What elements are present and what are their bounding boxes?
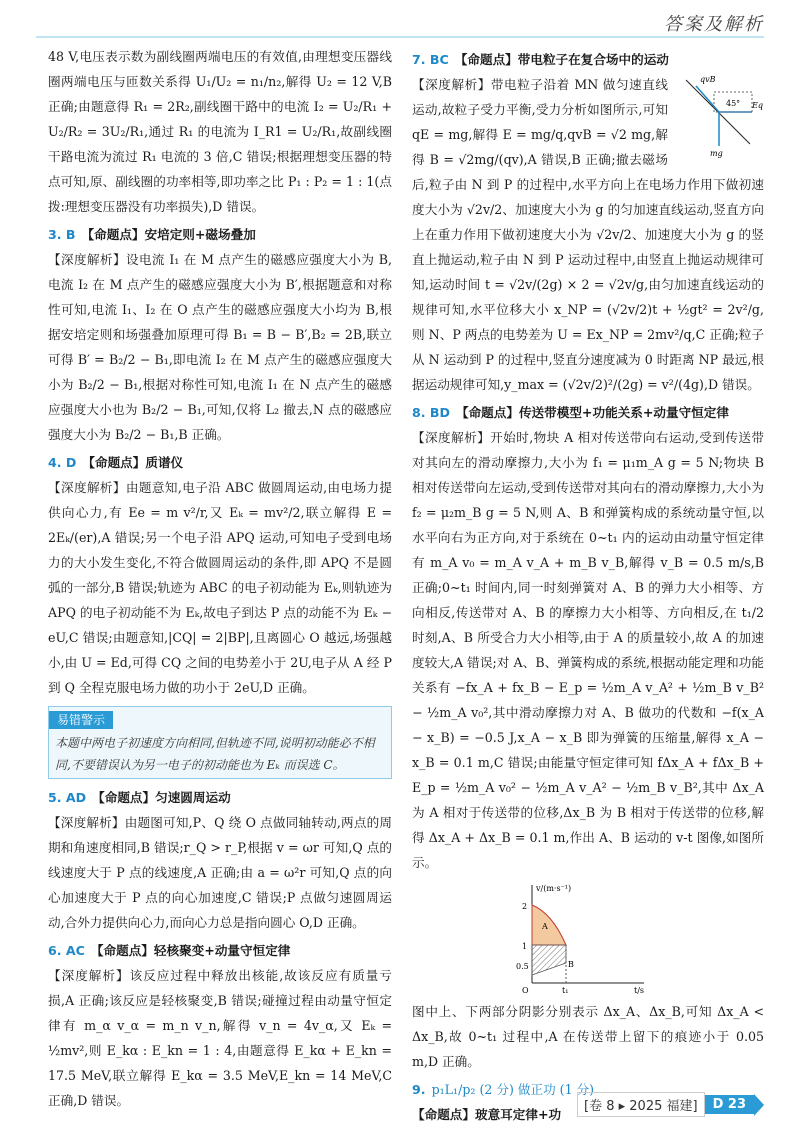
qvb-vector xyxy=(696,86,719,112)
q4-topic: 【命题点】质谱仪 xyxy=(82,455,184,470)
q7-number: 7. BC xyxy=(412,52,449,67)
v-axis-label: v/(m·s⁻¹) xyxy=(536,884,572,893)
mg-label: mg xyxy=(710,149,723,158)
q8-analysis: 【深度解析】开始时,物块 A 相对传送带向右运动,受到传送带对其向左的滑动摩擦力,大小为 f₁ = μ₁m_A g = 5 N;物块 B 相对传送带向左运动,受到传送带对其向右的滑动摩擦力,大小为 f₂ = μ₂m_B g = 5 N,则 A、B 和弹簧构成的系统动量守恒,以水平向右为正方向,对于系统在 0~t₁ 内的运动由动量守恒定律有 m_A v₀ = m_A v_A + m_B v_B,解得 v_B = 0.5 m/s,B 正确;0~t₁ 时间内,同一时刻弹簧对 A、B 的弹力大小相等、方向相反,传送带对 A、B 的摩擦力大小相等、方向相反,在 t₁/2 时刻,A、B 所受合力大小相等,由于 A 的质量较小,故 A 的加速度较大,A 错误;对 A、B、弹簧构成的系统,根据动能定理和功能关系有 −fx_A + fx_B − E_p = ½m_A v_A² + ½m_B v_B² − ½m_A v₀²,其中滑动摩擦力对 A、B 做功的代数和 −f(x_A − x_B) = −0.5 J,x_A − x_B 即为弹簧的压缩量,解得 x_A − x_B = 0.1 m,C 错误;由能量守恒定律可知 fΔx_A + fΔx_B + E_p = ½m_A v₀² − ½m_A v_A² − ½m_B v_B²,其中 Δx_A 为 A 相对于传送带的位移,Δx_B 为 B 相对于传送带的位移,解得 Δx_A + Δx_B = 0.1 m,作出 A、B 运动的 v-t 图像,如图所示。 xyxy=(412,430,764,870)
q3-topic: 【命题点】安培定则+磁场叠加 xyxy=(81,227,256,242)
page-arrow-icon xyxy=(754,1094,764,1116)
q3-header xyxy=(48,222,392,247)
page-footer xyxy=(577,1092,764,1117)
tick-1: 1 xyxy=(522,942,528,951)
right-column xyxy=(412,44,764,1127)
issue-label: [卷 8 ▸ 2025 福建] xyxy=(577,1092,705,1117)
q8-header xyxy=(412,400,764,425)
header-rule xyxy=(36,36,764,38)
q2-continuation: 48 V,电压表示数为副线圈两端电压的有效值,由理想变压器线圈两端电压与匝数关系得 U₁/U₂ = n₁/n₂,解得 U₂ = 12 V,B 正确;由题意得 R₁ = 2R₂,副线圈干路中的电流 I₂ = U₂/R₁ + U₂/R₂ = 3U₂/R₁,通过 R₁ 的电流为 I_R1 = U₂/R₁,故副线圈干路电流为流过 R₁ 电流的 3 倍,C 错误;根据理想变压器的特点可知,原、副线圈的功率相等,即功率之比 P₁ : P₂ = 1 : 1(点拨:理想变压器没有功率损失),D 错误。 xyxy=(48,49,392,214)
page-header-title: 答案及解析 xyxy=(664,14,764,35)
q6-topic: 【命题点】轻核聚变+动量守恒定律 xyxy=(90,943,291,958)
region-b xyxy=(532,945,566,975)
q4-header xyxy=(48,450,392,475)
common-mistake-text: 本题中两电子初速度方向相同,但轨迹不同,说明初动能必不相同,不要错误认为另一电子的初动能也为 Eₖ 而误选 C。 xyxy=(55,736,375,772)
q5-analysis: 【深度解析】由题图可知,P、Q 绕 O 点做同轴转动,两点的周期和角速度相同,B 错误;r_Q > r_P,根据 v = ωr 可知,Q 点的线速度大于 P 点的线速度,A 正确;由 a = ω²r 可知,Q 点的向心加速度大于 P 点的向心加速度,C 错误;P 点做匀速圆周运动,合外力提供向心力,而向心力总是指向圆心 O,D 正确。 xyxy=(48,815,392,930)
q7-analysis: 【深度解析】带电粒子沿着 MN 做匀速直线运动,故粒子受力平衡,受力分析如图所示,可知 qE = mg,解得 E = mg/q,qvB = √2 mg,解得 B = √2mg/(qv),A 错误,B 正确;撤去磁场后,粒子由 N 到 P 的过程中,水平方向上在电场力作用下做初速度大小为 √2v/2、加速度大小为 g 的匀加速直线运动,竖直方向上在重力作用下做初速度大小为 √2v/2、加速度大小为 g 的竖直上抛运动,粒子由 N 到 P 运动过程中,由竖直上抛运动规律可知,运动时间 t = √2v/(2g) × 2 = √2v/g,由匀加速直线运动的规律可知,水平位移大小 x_NP = (√2v/2)t + ½gt² = 2v²/g,则 N、P 两点的电势差为 U = Ex_NP = 2mv²/q,C 正确;粒子从 N 运动到 P 的过程中,竖直分速度减为 0 时距离 NP 最远,根据运动规律可知,y_max = (√2v/2)²/(2g) = v²/(4g),D 错误。 xyxy=(412,77,764,392)
common-mistake-label: 易错警示 xyxy=(49,711,113,729)
q8-number: 8. BD xyxy=(412,405,450,420)
vt-graph xyxy=(512,879,652,997)
curve-a-label: A xyxy=(542,922,548,931)
q4-analysis: 【深度解析】由题意知,电子沿 ABC 做圆周运动,由电场力提供向心力,有 Ee = m v²/r,又 Eₖ = mv²/2,联立解得 E = 2Eₖ/(er),A 错误;另一个电子沿 APQ 运动,可知电子受到电场力的大小发生变化,不符合做圆周运动的条件,即 APQ 不是圆弧的一部分,B 错误;轨迹为 ABC 的电子初动能为 Eₖ,则轨迹为 APQ 的电子初动能不为 Eₖ,故电子到达 P 点的动能不为 Eₖ − eU,C 错误;由题意知,|CQ| = 2|BP|,且离圆心 O 越远,场强越小,由 U = Ed,可得 CQ 之间的电势差小于 2U,电子从 A 经 P 到 Q 全程克服电场力做的功小于 2eU,D 正确。 xyxy=(48,480,392,695)
force-diagram xyxy=(674,72,764,158)
t1-label: t₁ xyxy=(562,986,569,995)
q3-number: 3. B xyxy=(48,227,76,242)
region-a xyxy=(532,905,566,945)
curve-b-label: B xyxy=(568,960,574,969)
q7-topic: 【命题点】带电粒子在复合场中的运动 xyxy=(454,52,669,67)
q5-topic: 【命题点】匀速圆周运动 xyxy=(92,790,231,805)
q6-header xyxy=(48,938,392,963)
origin-label: O xyxy=(522,986,529,995)
tick-2: 2 xyxy=(522,902,528,911)
common-mistake-box xyxy=(48,706,392,779)
qvb-label: qvB xyxy=(700,75,716,84)
q9-topic: 【命题点】玻意耳定律+功 xyxy=(412,1107,562,1122)
q5-header xyxy=(48,785,392,810)
q8-conclusion: 图中上、下两部分阴影分别表示 Δx_A、Δx_B,可知 Δx_A < Δx_B,故 0~t₁ 过程中,A 在传送带上留下的痕迹小于 0.05 m,D 正确。 xyxy=(412,1004,764,1069)
q9-answer: p₁L₁/p₂ (2 分) 做正功 (1 分) xyxy=(431,1082,595,1097)
left-column xyxy=(48,44,392,1113)
q9-number: 9. xyxy=(412,1082,426,1097)
eq-label: Eq xyxy=(752,101,763,110)
q8-topic: 【命题点】传送带模型+功能关系+动量守恒定律 xyxy=(455,405,729,420)
tick-05: 0.5 xyxy=(516,962,529,971)
q3-analysis: 【深度解析】设电流 I₁ 在 M 点产生的磁感应强度大小为 B,电流 I₂ 在 M 点产生的磁感应强度大小为 B′,根据题意和对称性可知,电流 I₁、I₂ 在 O 点产生的磁感应强度大小均为 B,根据安培定则和场强叠加原理可得 B₁ = B − B′,B₂ = 2B,联立可得 B′ = B₂/2 − B₁,即电流 I₂ 在 M 点产生的磁感应强度大小为 B₂/2 − B₁,根据对称性可知,电流 I₁ 在 N 点产生的磁感应强度大小也为 B₂/2 − B₁,可知,仅将 L₂ 撤去,N 点的磁感应强度大小为 B₂/2 − B₁,B 正确。 xyxy=(48,252,392,442)
angle-label: 45° xyxy=(726,99,741,108)
t-axis-label: t/s xyxy=(634,986,645,995)
page-number: D 23 xyxy=(705,1095,754,1114)
q6-analysis: 【深度解析】该反应过程中释放出核能,故该反应有质量亏损,A 正确;该反应是轻核聚变,B 错误;碰撞过程由动量守恒定律有 m_α v_α = m_n v_n,解得 v_n = 4v_α,又 Eₖ = ½mv²,则 E_kα : E_kn = 1 : 4,由题意得 E_kα + E_kn = 17.5 MeV,联立解得 E_kα = 3.5 MeV,E_kn = 14 MeV,C 正确,D 错误。 xyxy=(48,968,392,1108)
q7-header xyxy=(412,47,764,72)
q4-number: 4. D xyxy=(48,455,77,470)
q5-number: 5. AD xyxy=(48,790,87,805)
q6-number: 6. AC xyxy=(48,943,85,958)
